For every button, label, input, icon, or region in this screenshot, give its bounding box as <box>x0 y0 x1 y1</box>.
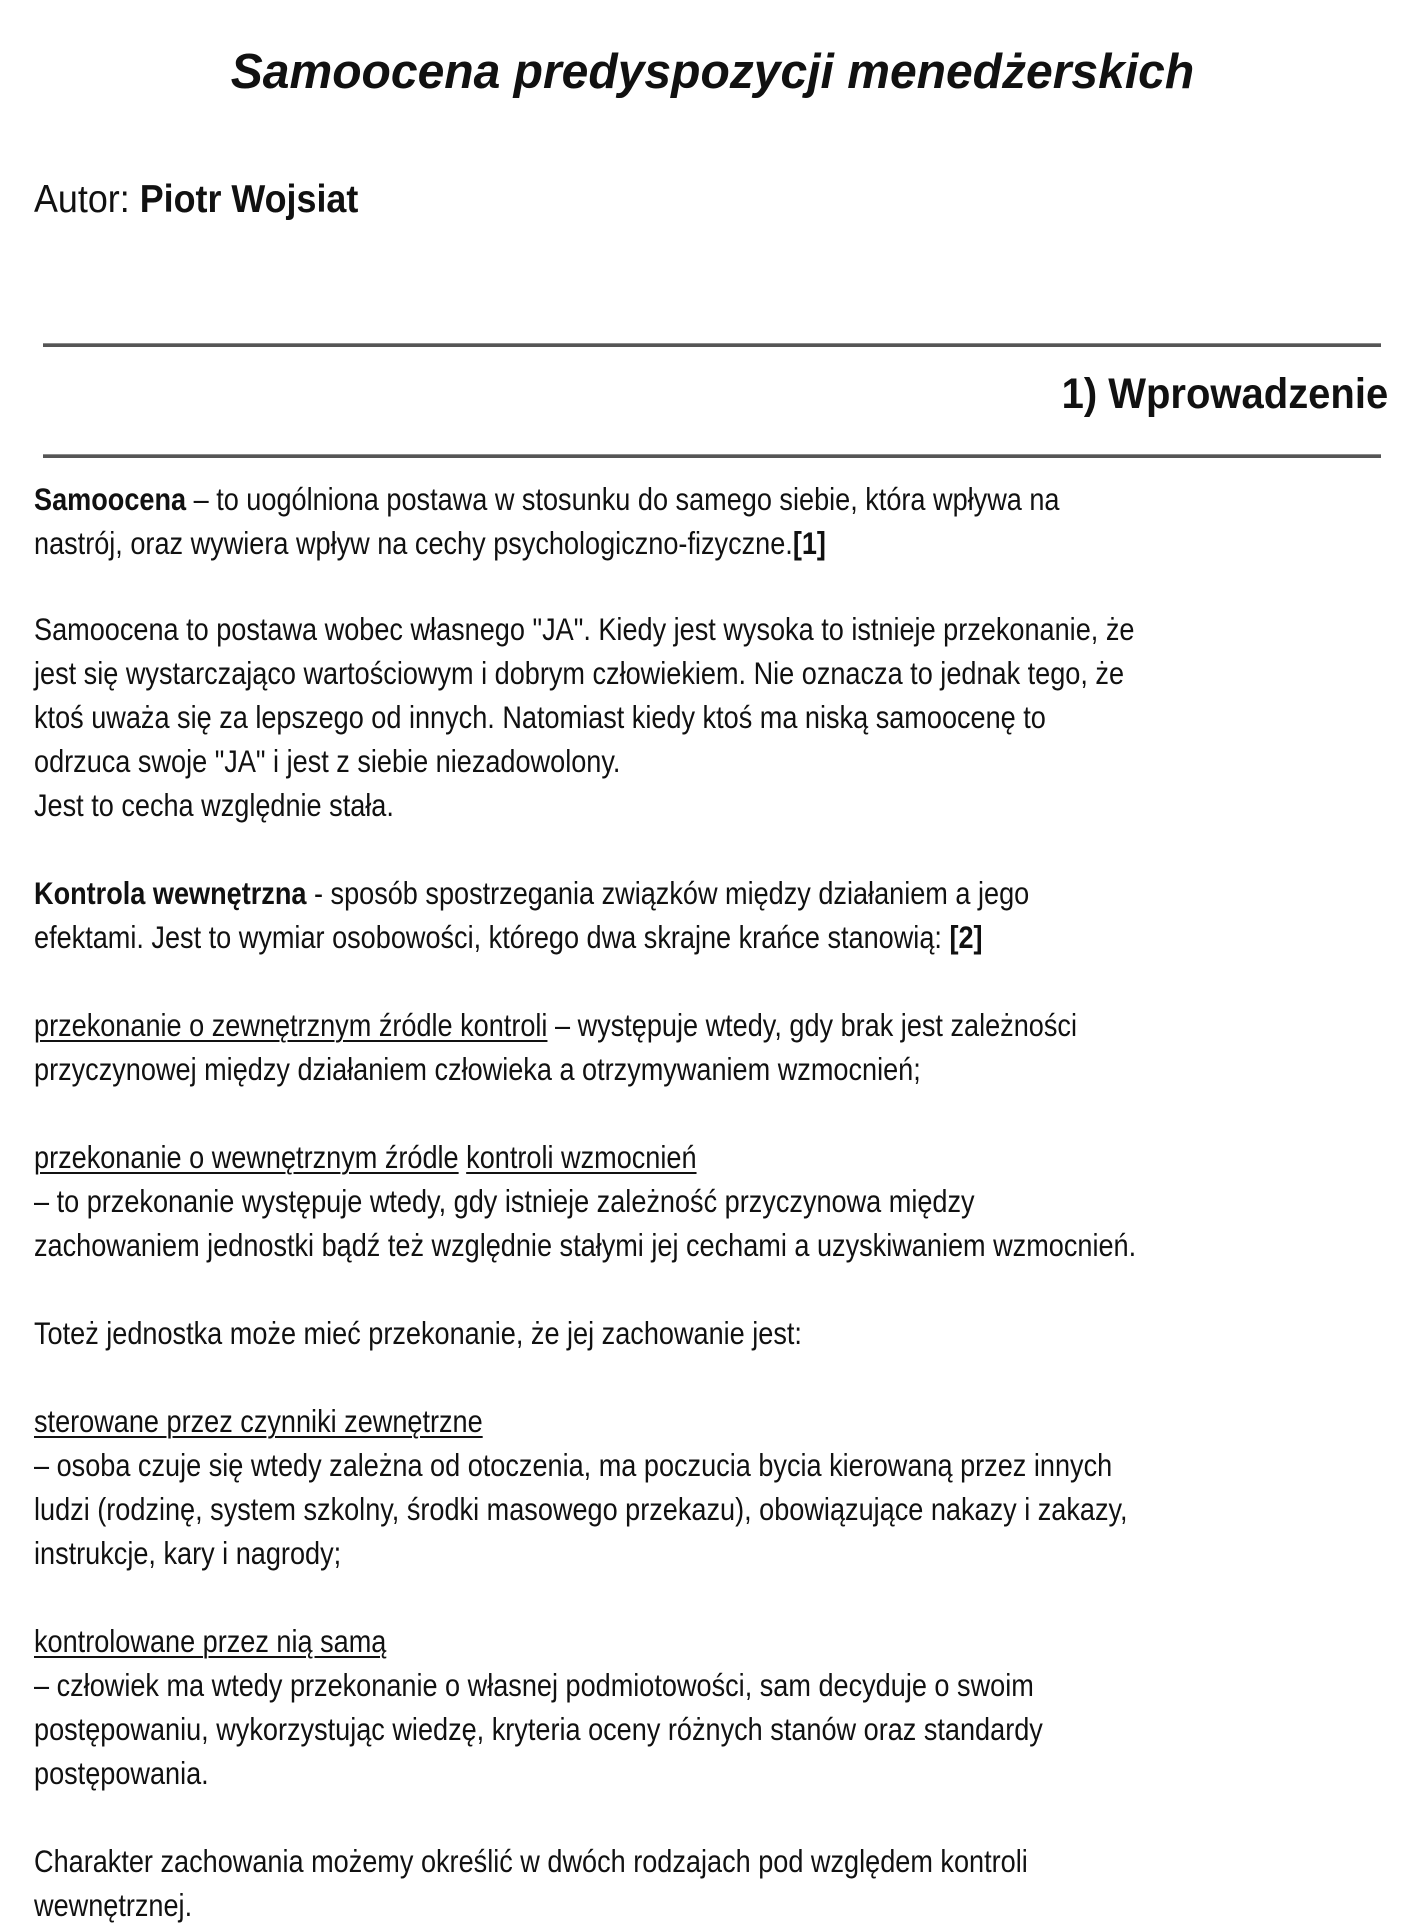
text-line: – to przekonanie występuje wtedy, gdy istnieje zależność przyczynowa między <box>34 1183 975 1219</box>
text-line: odrzuca swoje "JA" i jest z siebie niezadowolony. <box>34 743 621 779</box>
text: efektami. Jest to wymiar osobowości, którego dwa skrajne krańce stanowią: <box>34 919 950 955</box>
text-line: postępowania. <box>34 1755 209 1791</box>
horizontal-rule-bottom <box>43 454 1381 458</box>
citation-ref-2[interactable]: [2] <box>949 919 983 955</box>
link-external-factors[interactable]: sterowane przez czynniki zewnętrzne <box>34 1403 483 1439</box>
text-line: Jest to cecha względnie stała. <box>34 787 394 823</box>
section-heading: 1) Wprowadzenie <box>1061 370 1388 418</box>
author-line <box>34 178 358 222</box>
text-line: instrukcje, kary i nagrody; <box>34 1535 342 1571</box>
text: – występuje wtedy, gdy brak jest zależności <box>547 1007 1077 1043</box>
paragraph-external-locus <box>34 1003 1255 1091</box>
text-line: – osoba czuje się wtedy zależna od otoczenia, ma poczucia bycia kierowaną przez innych <box>34 1447 1113 1483</box>
text-line: – człowiek ma wtedy przekonanie o własnej podmiotowości, sam decyduje o swoim <box>34 1667 1034 1703</box>
text-line: ludzi (rodzinę, system szkolny, środki masowego przekazu), obowiązujące nakazy i zakazy, <box>34 1491 1128 1527</box>
text-line: Samoocena to postawa wobec własnego "JA". Kiedy jest wysoka to istnieje przekonanie, że <box>34 611 1135 647</box>
text-line: zachowaniem jednostki bądź też względnie stałymi jej cechami a uzyskiwaniem wzmocnień. <box>34 1227 1137 1263</box>
link-reinforcement-control[interactable]: kontroli wzmocnień <box>466 1139 697 1175</box>
term-kontrola-wewnetrzna: Kontrola wewnętrzna <box>34 875 307 911</box>
paragraph-samoocena-definition <box>34 477 1255 565</box>
text: - sposób spostrzegania związków między działaniem a jego <box>306 875 1030 911</box>
text: nastrój, oraz wywiera wpływ na cechy psychologiczno-fizyczne. <box>34 525 793 561</box>
author-label: Autor: <box>34 178 130 221</box>
link-internal-locus[interactable]: przekonanie o wewnętrznym źródle <box>34 1139 459 1175</box>
text-line: jest się wystarczająco wartościowym i dobrym człowiekiem. Nie oznacza to jednak tego, że <box>34 655 1125 691</box>
paragraph-kontrola-wewnetrzna <box>34 871 1255 959</box>
citation-ref-1[interactable]: [1] <box>792 525 826 561</box>
link-self-controlled[interactable]: kontrolowane przez nią samą <box>34 1623 387 1659</box>
paragraph-external-control <box>34 1399 1255 1575</box>
text-line: wewnętrznej. <box>34 1887 193 1923</box>
text-line: Charakter zachowania możemy określić w dwóch rodzajach pod względem kontroli <box>34 1843 1028 1879</box>
text-line: ktoś uważa się za lepszego od innych. Natomiast kiedy ktoś ma niską samoocenę to <box>34 699 1046 735</box>
text: – to uogólniona postawa w stosunku do samego siebie, która wpływa na <box>186 481 1060 517</box>
term-samoocena: Samoocena <box>34 481 187 517</box>
document-title: Samoocena predyspozycji menedżerskich <box>230 45 1195 99</box>
paragraph-behavior-character <box>34 1839 1255 1927</box>
text-line: postępowaniu, wykorzystując wiedzę, kryteria oceny różnych stanów oraz standardy <box>34 1711 1043 1747</box>
text-line: przyczynowej między działaniem człowieka a otrzymywaniem wzmocnień; <box>34 1051 921 1087</box>
paragraph-samoocena-description <box>34 607 1255 827</box>
horizontal-rule-top <box>43 343 1381 347</box>
paragraph-internal-locus <box>34 1135 1255 1267</box>
paragraph-self-control <box>34 1619 1255 1795</box>
author-name: Piotr Wojsiat <box>139 178 359 221</box>
paragraph-intro-list: Toteż jednostka może mieć przekonanie, że jej zachowanie jest: <box>34 1315 802 1351</box>
link-external-locus[interactable]: przekonanie o zewnętrznym źródle kontroli <box>34 1007 548 1043</box>
